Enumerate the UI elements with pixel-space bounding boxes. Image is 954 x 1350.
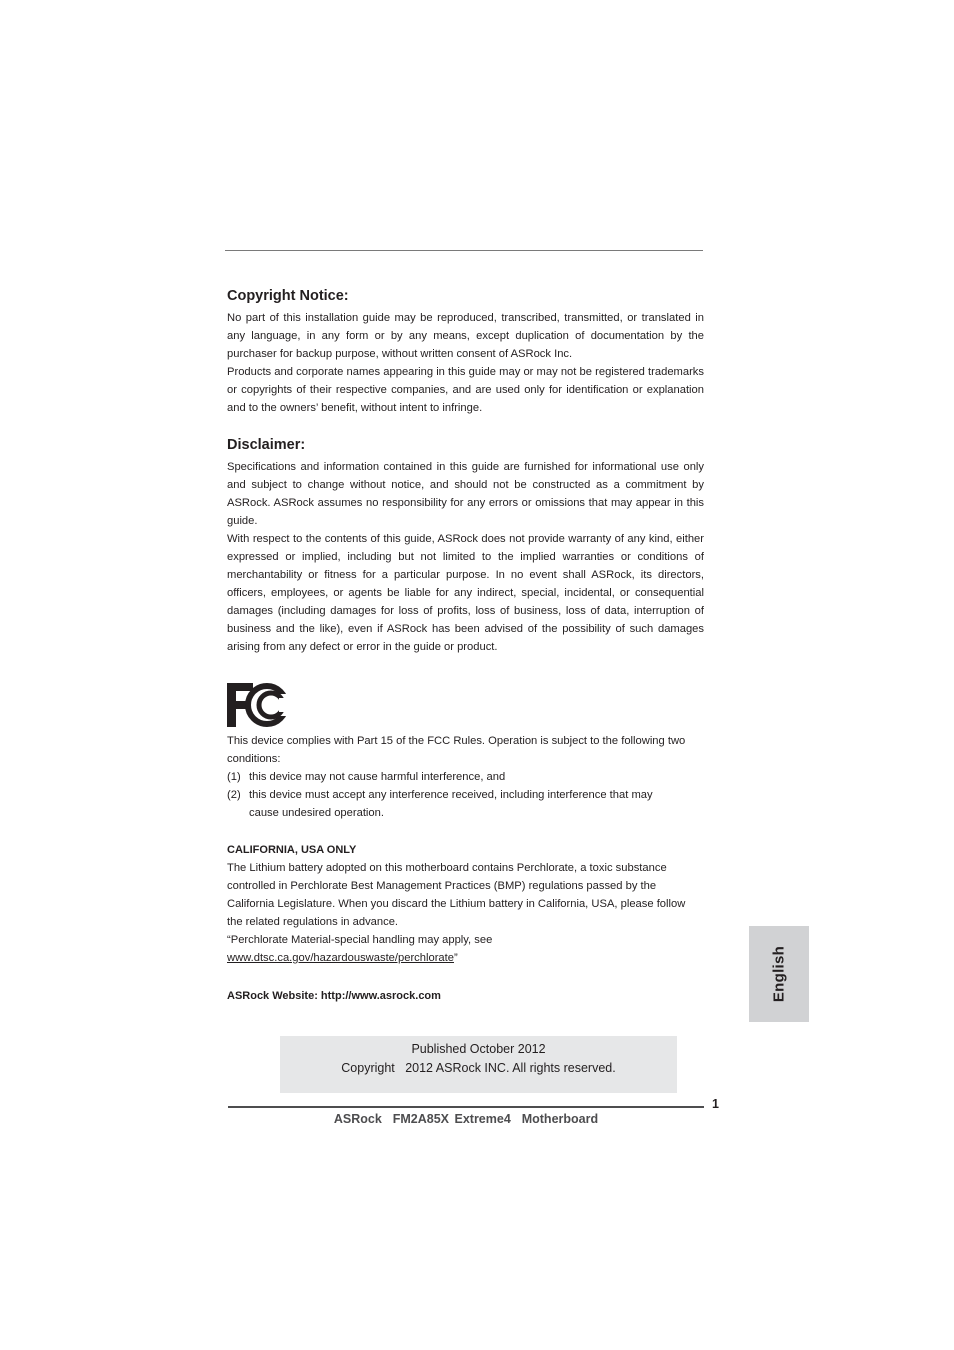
perchlorate-quote (227, 931, 704, 967)
copyright-paragraph-2: Products and corporate names appearing in this guide may or may not be registered trademarks or copyrights of their respective companies, and are used only for identification or explanation and to the owners’ benefit, without intent to infringe. (227, 366, 704, 414)
california-paragraph: The Lithium battery adopted on this motherboard contains Perchlorate, a toxic substance controlled in Perchlorate Best Management Practices (BMP) regulations passed by the California Legislature. When you discard the Lithium battery in California, USA, please follow the related regulations in advance. (227, 862, 686, 928)
published-date: Published October 2012 (411, 1042, 546, 1056)
disclaimer-paragraph-2: With respect to the contents of this guide, ASRock does not provide warranty of any kind, either expressed or implied, including but not limited to the implied warranties or conditions of merchantability or fitness for a particular purpose. In no event shall ASRock, its directors, officers, employees, or agents be liable for any indirect, special, incidental, or consequential damages (including damages for loss of profits, loss of business, loss of data, interruption of business and the like), even if ASRock has been advised of the possibility of such damages arising from any defect or error in the guide or product. (227, 533, 704, 653)
disclaimer-paragraph-1: Specifications and information contained in this guide are furnished for informational use only and subject to change without notice, and should not be constructed as a commitment by ASRock. ASRock assumes no responsibility for any errors or omissions that may appear in this guide. (227, 461, 704, 527)
fcc-condition-2 (227, 786, 704, 822)
california-heading: CALIFORNIA, USA ONLY (227, 844, 357, 856)
condition-number: (1) (227, 771, 241, 783)
fcc-logo-icon (227, 683, 289, 727)
publication-box (280, 1036, 677, 1093)
copyright-paragraph-1: No part of this installation guide may be reproduced, transcribed, transmitted, or translated in any language, in any form or by any means, except duplication of documentation by the purchaser for backup purpose, without written consent of ASRock Inc. (227, 312, 704, 360)
footer-title: ASRock FM2A85X Extreme4 Motherboard (333, 1112, 599, 1126)
copyright-heading: Copyright Notice: (227, 288, 349, 304)
page-content (227, 287, 704, 1005)
page-number: 1 (712, 1097, 719, 1111)
perchlorate-link[interactable]: www.dtsc.ca.gov/hazardouswaste/perchlorate (227, 952, 454, 964)
top-divider (225, 250, 703, 251)
language-tab-label: English (770, 945, 788, 1003)
condition-number: (2) (227, 789, 241, 801)
bottom-divider (228, 1106, 704, 1108)
language-tab (749, 926, 809, 1022)
asrock-website: ASRock Website: http://www.asrock.com (227, 990, 441, 1002)
fcc-condition-1 (227, 768, 704, 786)
fcc-intro: This device complies with Part 15 of the FCC Rules. Operation is subject to the following two conditions: (227, 735, 686, 765)
condition-text: this device must accept any interference received, including interference that may cause undesired operation. (249, 789, 653, 819)
perchlorate-quote-text: “Perchlorate Material-special handling may apply, see (227, 934, 493, 946)
disclaimer-heading: Disclaimer: (227, 437, 306, 453)
copyright-line: Copyright 2012 ASRock INC. All rights reserved. (341, 1061, 616, 1075)
perchlorate-quote-close: ” (453, 952, 458, 964)
condition-text: this device may not cause harmful interference, and (249, 771, 506, 783)
